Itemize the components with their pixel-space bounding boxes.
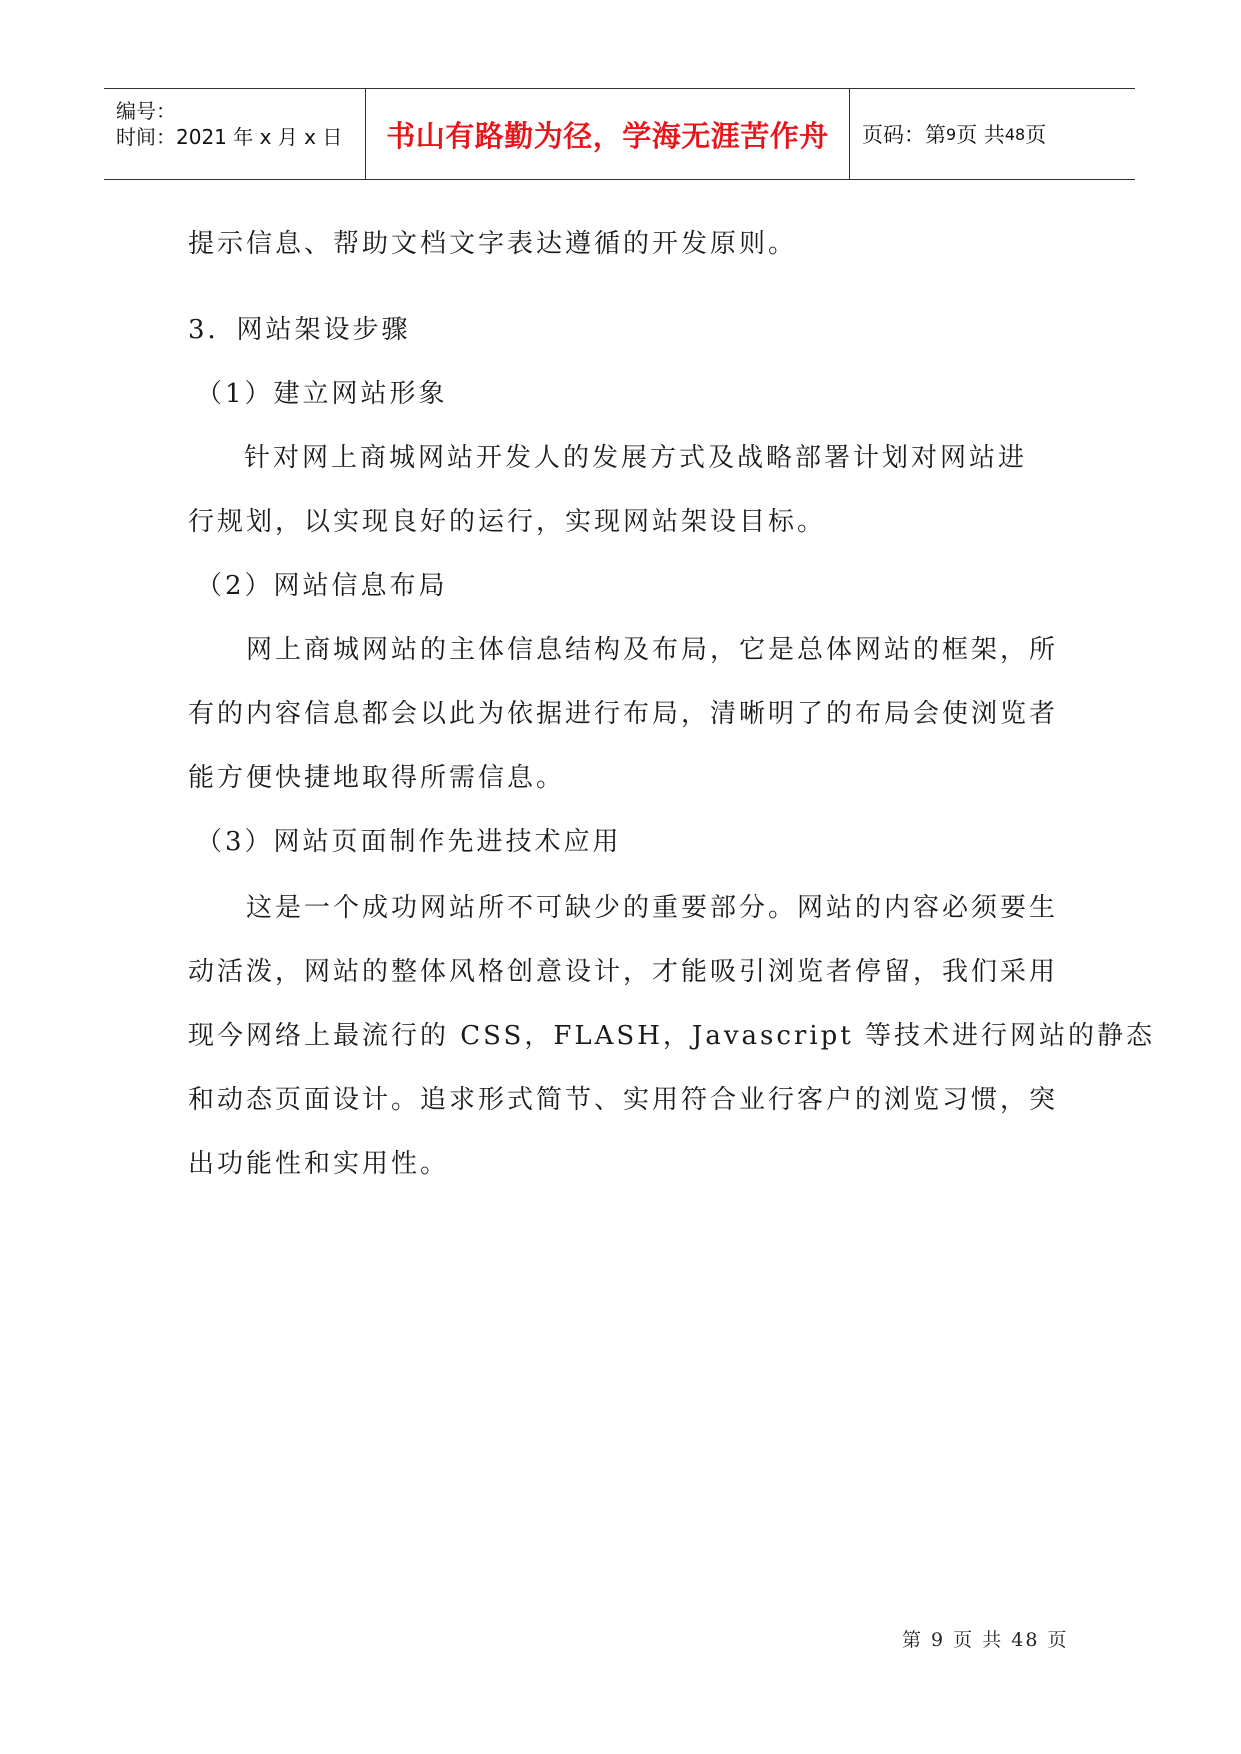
time-label: 时间：2021 年 x 月 x 日 xyxy=(116,125,343,149)
page-number: 9 xyxy=(946,124,957,144)
paragraph-line: 和动态页面设计。追求形式简节、实用符合业行客户的浏览习惯，突 xyxy=(188,1085,1059,1115)
page-footer: 第 9 页 共 48 页 xyxy=(902,1629,1069,1651)
subsection-heading: （1）建立网站形象 xyxy=(196,379,448,409)
paragraph-line: 出功能性和实用性。 xyxy=(188,1149,450,1179)
paragraph-line: 现今网络上最流行的 CSS，FLASH，Javascript 等技术进行网站的静态 xyxy=(188,1021,1156,1051)
paragraph-line: 有的内容信息都会以此为依据进行布局，清晰明了的布局会使浏览者 xyxy=(188,699,1059,729)
paragraph-line: 网上商城网站的主体信息结构及布局，它是总体网站的框架，所 xyxy=(246,635,1059,665)
paragraph-line: 行规划，以实现良好的运行，实现网站架设目标。 xyxy=(188,507,827,537)
header-meta-cell xyxy=(104,89,366,179)
paragraph-line: 这是一个成功网站所不可缺少的重要部分。网站的内容必须要生 xyxy=(246,893,1059,923)
paragraph-line: 提示信息、帮助文档文字表达遵循的开发原则。 xyxy=(188,229,798,259)
page-total: 48 xyxy=(1004,124,1026,144)
motto-text: 书山有路勤为径，学海无涯苦作舟 xyxy=(386,118,829,153)
paragraph-line: 能方便快捷地取得所需信息。 xyxy=(188,763,566,793)
page-prefix: 页码：第 xyxy=(862,123,946,147)
paragraph-line: 动活泼，网站的整体风格创意设计，才能吸引浏览者停留，我们采用 xyxy=(188,957,1059,987)
header-motto-cell xyxy=(366,89,850,179)
header-page-cell xyxy=(850,89,1135,179)
paragraph-line: 针对网上商城网站开发人的发展方式及战略部署计划对网站进 xyxy=(244,443,1028,473)
page-mid: 页 共 xyxy=(956,123,1005,147)
subsection-heading: （3）网站页面制作先进技术应用 xyxy=(196,827,622,857)
header-table xyxy=(104,88,1135,180)
number-label: 编号： xyxy=(116,99,176,123)
page-suffix: 页 xyxy=(1025,123,1047,147)
section-heading: 3．网站架设步骤 xyxy=(188,315,411,345)
subsection-heading: （2）网站信息布局 xyxy=(196,571,448,601)
